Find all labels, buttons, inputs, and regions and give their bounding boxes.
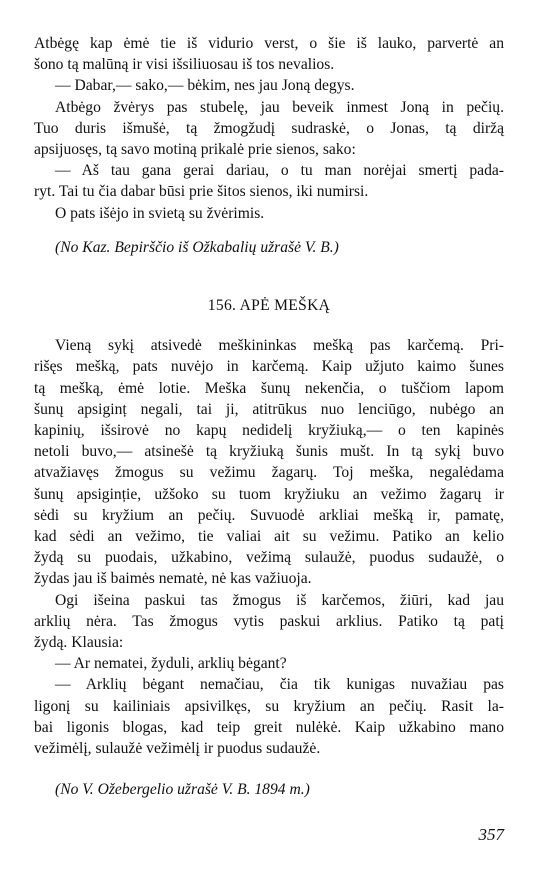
text-line: ryt. Tai tu čia dabar būsi prie šitos sienos, iki numirsi. xyxy=(34,183,369,201)
text-line: — Arklių bėgant nemačiau, čia tik kunigas nuvažiau pas xyxy=(55,676,504,694)
tale-heading: 156. APĖ MEŠKĄ xyxy=(207,297,331,315)
text-line: — Dabar,— sako,— bėkim, nes jau Joną degys. xyxy=(55,77,355,95)
text-line: šunų apsiginț negali, tai ji, atitrūkus nuo lenciūgo, nubėgo an xyxy=(34,400,504,418)
source-note: (No Kaz. Bepirščio iš Ožkabalių užrašė V. B.) xyxy=(55,238,339,256)
text-line: Vieną sykį atsivedė meškininkas mešką pas karčemą. Pri- xyxy=(55,337,504,355)
text-line: arklių nėra. Tas žmogus vytis paskui arklius. Patiko tą patį xyxy=(34,612,504,630)
text-line: atvažiavęs žmogus su vežimu žagarų. Toj meška, negalėdama xyxy=(34,464,504,482)
text-line: — Ar nematei, žyduli, arklių bėgant? xyxy=(55,655,287,673)
tale-body xyxy=(34,335,504,800)
text-line: šunų apsiginție, užšoko su tuom kryžiuku an vežimo žagarų ir xyxy=(34,485,504,503)
text-line: žydą. Klausia: xyxy=(34,634,124,652)
text-line: ligonį su kailiniais apsivilkęs, su kryžium an pečių. Rasit la- xyxy=(34,697,504,715)
text-line: apsijuosęs, tą savo motiną prikalė prie sienos, sako: xyxy=(34,141,356,159)
text-line: netoli buvo,— atsinešė tą kryžiuką šunis mušt. In tą sykį buvo xyxy=(34,443,504,461)
story-ending xyxy=(34,33,504,258)
text-line: Tuo duris išmušė, tą žmogžudį sudraskė, o Jonas, tą diržą xyxy=(34,119,504,137)
book-page xyxy=(34,33,504,801)
source-note: (No V. Ožebergelio užrašė V. B. 1894 m.) xyxy=(55,781,310,799)
text-line: — Aš tau gana gerai dariau, o tu man norėjai smertį pada- xyxy=(55,162,504,180)
text-line: rišęs mešką, pats nuvėjo in karčemą. Kaip užjuto kaimo šunes xyxy=(34,358,504,376)
text-line: tą mešką, ėmė lotie. Meška šunų nekenčia, o tuščiom lapom xyxy=(34,379,504,397)
text-line: žydas jau iš baimės nematė, nė kas važiuoja. xyxy=(34,570,312,588)
text-line: žydą su puodais, užkabino, vežimą sulaužė, puodus sudaužė, o xyxy=(34,549,504,567)
text-line: bai ligonis blogas, kad teip greit nulėkė. Kaip užkabino mano xyxy=(34,718,504,736)
text-line: kapinių, išsirovė no kapų nedidelį kryžiuką,— o ten kapinės xyxy=(34,422,504,440)
text-line: Atbėgę kap ėmė tie iš vidurio verst, o šie iš lauko, parvertė an xyxy=(34,35,504,52)
text-line: kad sėdi an vežimo, tie valiai ait su vežimu. Patiko an kelio xyxy=(34,528,504,546)
text-line: O pats išėjo in svietą su žvėrimis. xyxy=(55,204,265,222)
text-line: vežimėlį, sulaužė vežimėlį ir puodus sudaužė. xyxy=(34,740,321,758)
text-line: šono tą malūną ir visi išsiliuosau iš tos nevalios. xyxy=(34,56,335,74)
text-line: sėdi su kryžium an pečių. Suvuodė arkliai mešką ir, pamatę, xyxy=(34,506,504,524)
text-line: Ogi išeina paskui tas žmogus iš karčemos, žiūri, kad jau xyxy=(55,591,504,609)
page-number: 357 xyxy=(478,825,504,844)
text-line: Atbėgo žvėrys pas stubelę, jau beveik inmest Joną in pečių. xyxy=(55,98,504,116)
